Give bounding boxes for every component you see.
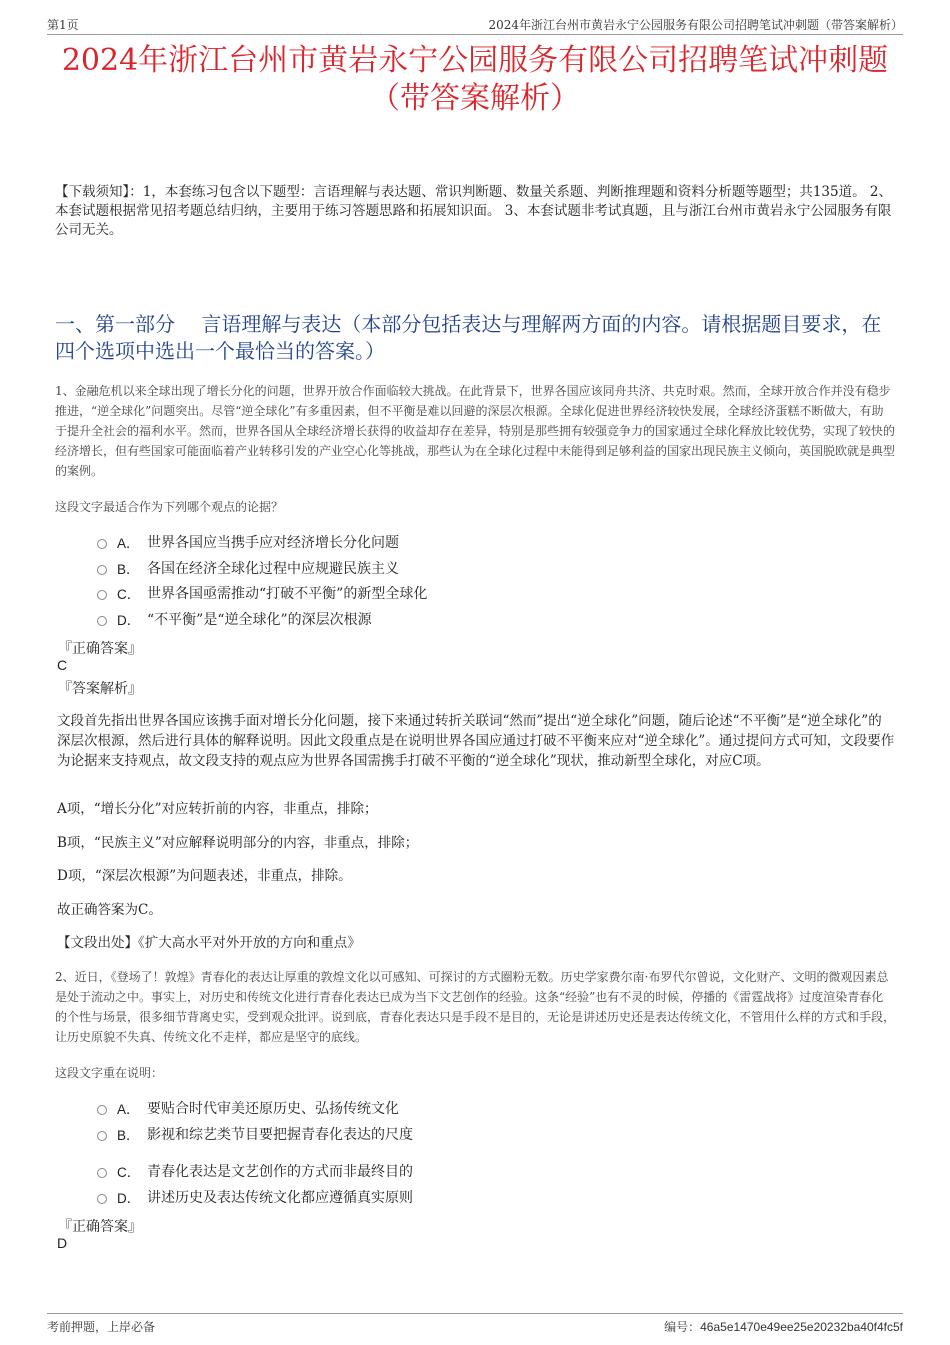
radio-icon[interactable]	[97, 539, 107, 549]
title-line-2: （带答案解析）	[370, 81, 580, 116]
footer-slogan: 考前押题，上岸必备	[47, 1320, 156, 1334]
q1-analysis-main: 文段首先指出世界各国应该携手面对增长分化问题，接下来通过转折关联词“然而”提出“逆全球化”问题，随后论述“不平衡”是“逆全球化”的深层次根源，然后进行具体的解释说明。因此文段重点是在说明世界各国应通过打破不平衡来应对“逆全球化”。通过提问方式可知，文段要作为论据来支持观点，故文段支持的观点应为世界各国需携手打破不平衡的“逆全球化”现状，推动新型全球化，对应C项。	[57, 713, 895, 769]
option-text: 世界各国亟需推动“打破不平衡”的新型全球化	[147, 586, 428, 602]
q1-answer: C	[57, 657, 68, 673]
option-text: 各国在经济全球化过程中应规避民族主义	[147, 561, 399, 577]
q1-option-b[interactable]	[97, 558, 399, 578]
q2-option-a[interactable]	[97, 1098, 399, 1118]
radio-icon[interactable]	[97, 616, 107, 626]
option-text: 世界各国应当携手应对经济增长分化问题	[147, 535, 399, 551]
q2-option-b[interactable]	[97, 1124, 413, 1144]
q2-question: 这段文字重在说明：	[55, 1066, 164, 1080]
q1-analysis-d: D项，“深层次根源”为问题表述，非重点，排除。	[57, 868, 352, 884]
option-text: 要贴合时代审美还原历史、弘扬传统文化	[147, 1101, 399, 1117]
header-doc-title: 2024年浙江台州市黄岩永宁公园服务有限公司招聘笔试冲刺题（带答案解析）	[488, 18, 903, 32]
radio-icon[interactable]	[97, 590, 107, 600]
footer-code	[664, 1318, 903, 1335]
option-text: 讲述历史及表达传统文化都应遵循真实原则	[147, 1190, 413, 1206]
q2-option-c[interactable]	[97, 1161, 413, 1181]
q1-passage: 1、金融危机以来全球出现了增长分化的问题，世界开放合作面临较大挑战。在此背景下，世界各国应该同舟共济、共克时艰。然而，全球开放合作并没有稳步推进，“逆全球化”问题突出。尽管“逆全球化”有多重因素，但不平衡是难以回避的深层次根源。全球化促进世界经济较快发展，全球经济蛋糕不断做大，有助于提升全社会的福利水平。然而，世界各国从全球经济增长获得的收益却存在差异，特别是那些拥有较强竞争力的国家通过全球化释放比较优势，实现了较快的经济增长，但有些国家可能面临着产业转移引发的产业空心化等挑战，那些认为在全球化过程中未能得到足够利益的国家出现民族主义倾向，英国脱欧就是典型的案例。	[55, 384, 896, 478]
footer-code-value: 46a5e1470e49ee25e20232ba40f4fc5f	[700, 1320, 903, 1334]
option-letter: C．	[117, 587, 141, 602]
option-letter: C．	[117, 1165, 141, 1180]
q2-option-d[interactable]	[97, 1187, 413, 1207]
q1-option-a[interactable]	[97, 532, 399, 552]
q1-analysis-label: 『答案解析』	[58, 681, 142, 697]
q1-source: 【文段出处】《扩大高水平对外开放的方向和重点》	[57, 935, 361, 951]
radio-icon[interactable]	[97, 1194, 107, 1204]
q1-option-c[interactable]	[97, 583, 427, 603]
option-letter: D．	[117, 1191, 141, 1206]
page-title	[40, 42, 910, 118]
radio-icon[interactable]	[97, 1105, 107, 1115]
section-heading: 一、第一部分 言语理解与表达（本部分包括表达与理解两方面的内容。请根据题目要求，在四个选项中选出一个最恰当的答案。）	[55, 312, 882, 363]
option-letter: A．	[117, 536, 140, 551]
radio-icon[interactable]	[97, 1168, 107, 1178]
option-letter: D．	[117, 613, 141, 628]
title-line-1: 2024年浙江台州市黄岩永宁公园服务有限公司招聘笔试冲刺题	[61, 43, 889, 78]
q1-option-d[interactable]	[97, 609, 372, 629]
radio-icon[interactable]	[97, 565, 107, 575]
page-header	[47, 14, 903, 35]
page-footer	[47, 1313, 903, 1336]
q1-analysis-conclusion: 故正确答案为C。	[57, 902, 162, 918]
q2-passage: 2、近日，《登场了！敦煌》青春化的表达让厚重的敦煌文化以可感知、可探讨的方式圈粉无数。历史学家费尔南·布罗代尔曾说，文化财产、文明的微观因素总是处于流动之中。事实上，对历史和传统文化进行青春化表达已成为当下文艺创作的经验。这条“经验”也有不灵的时候，停播的《雷霆战将》过度渲染青春化的个性与场景，很多细节背离史实，受到观众批评。说到底，青春化表达只是手段不是目的，无论是讲述历史还是表达传统文化，不管用什么样的方式和手段，让历史原貌不失真、传统文化不走样，都应是坚守的底线。	[55, 970, 896, 1044]
q1-question: 这段文字最适合作为下列哪个观点的论据？	[55, 500, 284, 514]
footer-code-label: 编号：	[664, 1320, 701, 1334]
page-number: 第1页	[47, 18, 79, 32]
option-text: 影视和综艺类节目要把握青春化表达的尺度	[147, 1127, 413, 1143]
option-letter: A．	[117, 1102, 140, 1117]
q1-analysis-b: B项，“民族主义”对应解释说明部分的内容，非重点，排除；	[57, 835, 419, 851]
radio-icon[interactable]	[97, 1131, 107, 1141]
q2-answer-label: 『正确答案』	[58, 1219, 142, 1235]
option-text: 青春化表达是文艺创作的方式而非最终目的	[147, 1164, 413, 1180]
q1-answer-label: 『正确答案』	[58, 641, 142, 657]
option-letter: B．	[117, 562, 140, 577]
option-letter: B．	[117, 1128, 140, 1143]
q2-answer: D	[57, 1235, 68, 1251]
option-text: “不平衡”是“逆全球化”的深层次根源	[147, 612, 372, 628]
q1-analysis-a: A项，“增长分化”对应转折前的内容，非重点，排除；	[57, 801, 378, 817]
download-notice: 【下载须知】：1，本套练习包含以下题型：言语理解与表达题、常识判断题、数量关系题、判断推理题和资料分析题等题型；共135道。 2、本套试题根据常见招考题总结归纳，主要用于练习答题思路和拓展知识面。 3、本套试题非考试真题，且与浙江台州市黄岩永宁公园服务有限公司无关。	[55, 184, 892, 238]
